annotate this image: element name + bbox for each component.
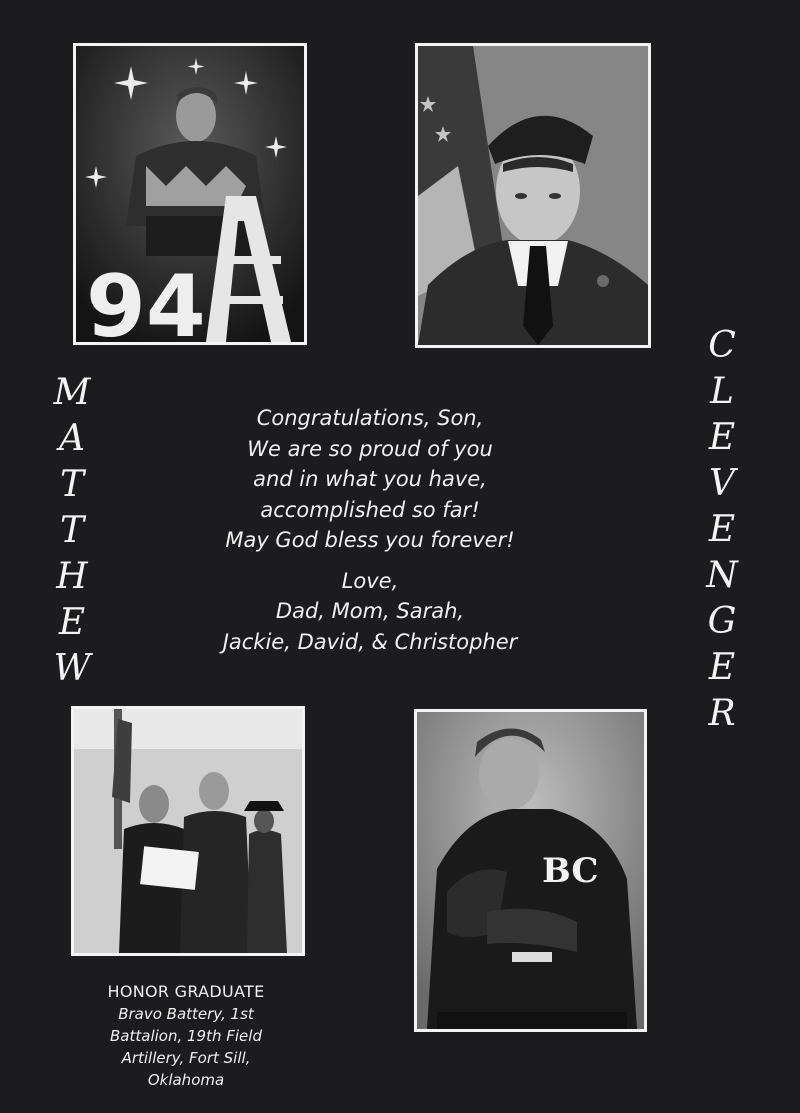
last-name-letter: C xyxy=(708,325,736,366)
ceremony-image xyxy=(74,709,302,953)
last-name-letter: G xyxy=(707,601,737,642)
ninety-four-numerals: 94 xyxy=(86,257,206,342)
first-name-letter: M xyxy=(53,372,91,413)
military-portrait-image xyxy=(418,46,648,345)
first-name-vertical xyxy=(50,370,94,692)
first-name-letter: T xyxy=(59,510,84,551)
first-name-letter: H xyxy=(56,556,88,597)
message-line: accomplished so far! xyxy=(260,497,480,522)
last-name-letter: V xyxy=(709,463,735,504)
last-name-letter: E xyxy=(708,647,736,688)
first-name-letter: A xyxy=(59,418,85,459)
last-name-letter: R xyxy=(708,693,736,734)
honor-graduate-caption xyxy=(70,981,302,1091)
military-portrait-photo xyxy=(415,43,651,348)
signoff-line: Dad, Mom, Sarah, xyxy=(275,599,465,623)
letter-jacket-image xyxy=(417,712,644,1029)
last-name-vertical xyxy=(700,323,744,737)
letter-jacket-photo xyxy=(414,709,647,1032)
last-name-letter: L xyxy=(710,371,734,412)
jacket-letters: BC xyxy=(542,851,599,891)
message-line: May God bless you forever! xyxy=(225,528,515,552)
last-name-letter: E xyxy=(708,417,736,458)
message-line: and in what you have, xyxy=(253,467,487,491)
first-name-letter: W xyxy=(53,648,91,689)
caption-line: Battalion, 19th Field xyxy=(110,1027,262,1045)
message-line: We are so proud of you xyxy=(247,436,493,461)
caption-line: Bravo Battery, 1st xyxy=(118,1005,254,1023)
senior-portrait-photo xyxy=(73,43,307,345)
signoff-line: Love, xyxy=(341,568,399,593)
first-name-letter: E xyxy=(58,602,86,643)
last-name-letter: N xyxy=(706,555,738,596)
caption-line: Oklahoma xyxy=(147,1071,225,1089)
honor-graduate-photo xyxy=(71,706,305,956)
message-signoff xyxy=(190,566,550,658)
signoff-line: Jackie, David, & Christopher xyxy=(222,629,518,654)
message-line: Congratulations, Son, xyxy=(256,406,484,430)
senior-portrait-image xyxy=(76,46,304,342)
caption-heading: HONOR GRADUATE xyxy=(107,982,265,1001)
first-name-letter: T xyxy=(59,464,84,505)
congratulations-message xyxy=(190,403,550,657)
caption-line: Artillery, Fort Sill, xyxy=(121,1049,251,1067)
last-name-letter: E xyxy=(708,509,736,550)
